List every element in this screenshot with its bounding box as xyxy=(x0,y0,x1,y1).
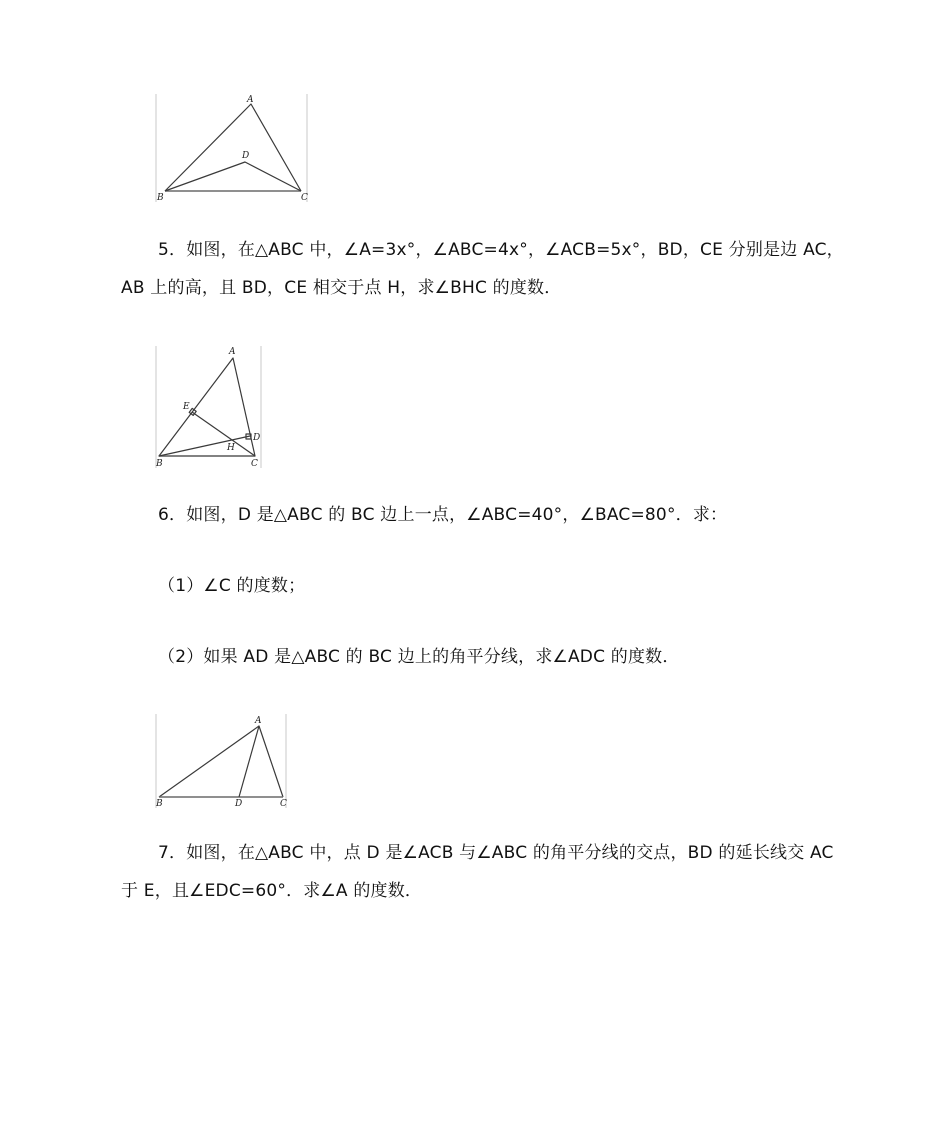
problem-5-line-1: 5．如图，在△ABC 中，∠A=3x°，∠ABC=4x°，∠ACB=5x°，BD，CE 分别是边 AC， xyxy=(158,240,844,260)
figure-triangle-angle-bisector xyxy=(155,714,289,808)
segments-bd-dc xyxy=(165,162,301,191)
label-point-d: D xyxy=(242,151,250,161)
problem-6-line-1: 6．如图，D 是△ABC 的 BC 边上一点，∠ABC=40°，∠BAC=80°．求： xyxy=(158,505,728,525)
triangle-sides-ab-ac xyxy=(159,726,283,797)
triangle-sides-ab-ac xyxy=(165,104,301,191)
problem-6-question-1: （1）∠C 的度数； xyxy=(158,576,306,596)
label-point-a: A xyxy=(247,95,254,105)
label-point-b: B xyxy=(156,799,163,808)
label-point-c: C xyxy=(280,799,287,808)
label-point-e: E xyxy=(183,402,190,412)
label-point-a: A xyxy=(229,347,236,357)
label-point-c: C xyxy=(251,459,258,468)
label-point-b: B xyxy=(156,459,163,468)
problem-7-line-1: 7．如图，在△ABC 中，点 D 是∠ACB 与∠ABC 的角平分线的交点，BD 的延长线交 AC xyxy=(158,843,834,863)
figure-triangle-altitudes xyxy=(155,346,265,468)
figure-triangle-abc-with-point-d xyxy=(155,94,309,202)
label-point-d: D xyxy=(253,433,261,443)
altitude-bd xyxy=(159,436,250,456)
problem-6-question-2: （2）如果 AD 是△ABC 的 BC 边上的角平分线，求∠ADC 的度数． xyxy=(158,647,680,667)
segment-ad xyxy=(239,726,259,797)
label-point-a: A xyxy=(255,716,262,726)
problem-5-line-2: AB 上的高，且 BD，CE 相交于点 H，求∠BHC 的度数． xyxy=(121,278,562,298)
triangle-abc xyxy=(159,358,255,456)
label-point-c: C xyxy=(301,193,308,202)
label-point-h: H xyxy=(227,443,235,453)
label-point-b: B xyxy=(157,193,164,202)
label-point-d: D xyxy=(235,799,243,808)
problem-7-line-2: 于 E，且∠EDC=60°．求∠A 的度数． xyxy=(121,881,423,901)
